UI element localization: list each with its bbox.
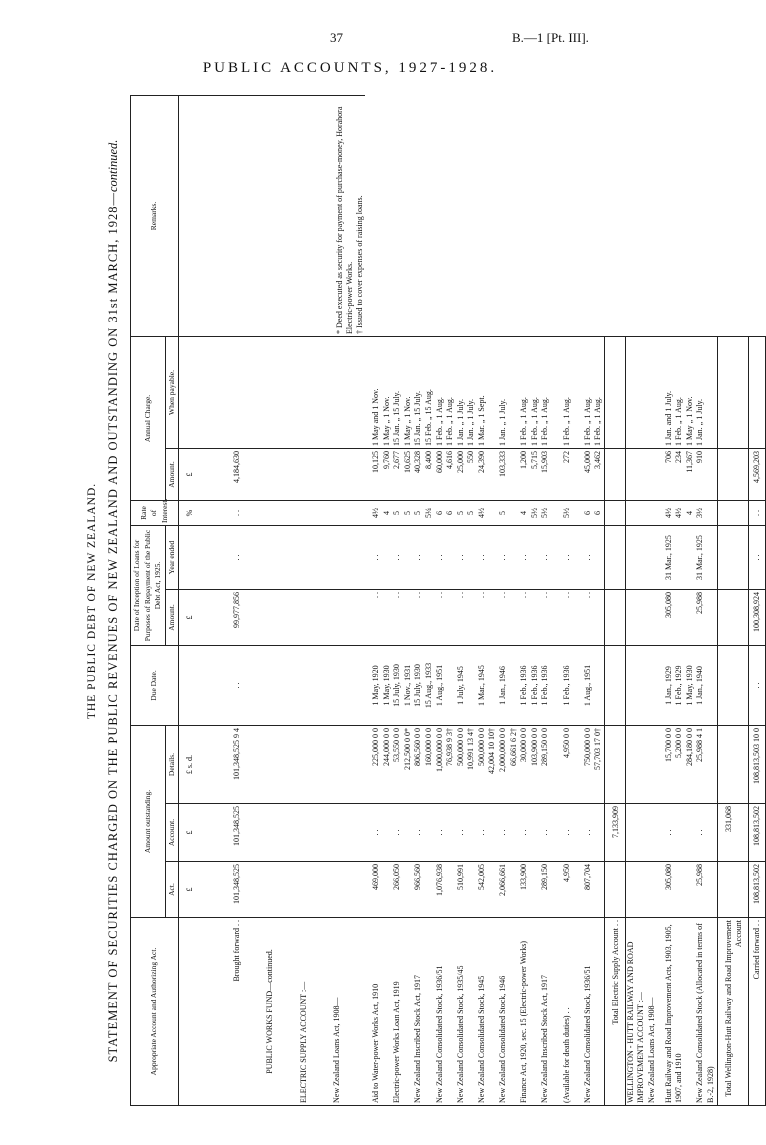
cell-line: 1 Jan. and 1 July.: [663, 390, 673, 446]
cell: . .: [695, 804, 717, 862]
cell-line: 1 Jan. „ 1 July.: [466, 398, 476, 446]
table-row: [519, 95, 540, 1105]
section-heading: WELLINGTON - HUTT RAILWAY AND ROAD IMPROVEMENT ACCOUNT :—: [625, 918, 647, 1106]
cell: 510,991: [456, 862, 477, 918]
cell-line: 4½: [674, 508, 684, 518]
cell-line: 42,004 10 10†: [487, 728, 497, 774]
table-row: [435, 95, 456, 1105]
header-inception: Date of Inception of Loans for Purposes of Repayment of the Public Debt Act, 1925.: [131, 526, 166, 646]
row-label: Hutt Railway and Road Improvement Acts, 1903, 1905, 1907, and 1910: [658, 918, 696, 1106]
table-row: [583, 95, 605, 1105]
cell-line: 6: [434, 511, 444, 515]
cell: . .: [477, 590, 498, 646]
header-annual-amount: Amount.: [165, 449, 179, 501]
cell-line: [487, 451, 498, 498]
units-row: £ £ £ s. d. £ % £ * Deed executed as security for payment of purchase-money, Horahora Electric-power Works. † Issued to cover expenses of raising loans.: [179, 95, 233, 1105]
cell-line: 103,900 0 0: [529, 728, 539, 766]
row-label: New Zealand Consolidated Stock, 1935/45: [456, 918, 477, 1106]
cell-line: 15 July, 1930: [413, 664, 423, 707]
cell: . .: [477, 526, 498, 590]
cell-line: 15 July, 1930: [392, 664, 402, 707]
row-label: New Zealand Inscribed Stock Act, 1917: [413, 918, 434, 1106]
cell-line: 1 Feb. „ 1 Aug.: [674, 397, 684, 446]
cell-line: 1 Feb., 1929: [674, 665, 684, 706]
cell-line: 500,000 0 0: [455, 728, 465, 766]
cell: 305,080: [658, 590, 696, 646]
cell: . .: [583, 590, 605, 646]
remarks-cell: [179, 95, 366, 336]
cell-line: 212,500 0 0*: [402, 728, 412, 770]
cell-line: 10,625: [402, 451, 412, 473]
cell-line: 706: [663, 451, 673, 463]
total-row: Total Electric Supply Account . . 7,133,909: [605, 95, 626, 1105]
cell-line: 1 Mar. „ 1 Sept.: [476, 395, 486, 446]
cell-line: 750,000 0 0: [582, 728, 592, 766]
cell-line: 234: [674, 451, 684, 463]
header-remarks: Remarks.: [131, 95, 179, 336]
cell-line: 550: [466, 451, 476, 463]
header-account: Account.: [165, 804, 179, 862]
cell-line: 4: [519, 511, 529, 515]
table-row: [365, 95, 392, 1105]
cell-line: 806,560 0 0: [413, 728, 423, 766]
cell-line: 5: [498, 511, 508, 515]
header-amount-outstanding: Amount outstanding.: [131, 726, 166, 918]
cell: . .: [519, 590, 540, 646]
cell-line: 4,616: [445, 451, 455, 469]
cell: 31 Mar., 1925: [695, 526, 717, 590]
cell-line: [487, 648, 498, 723]
cell-line: 1 Feb. „ 1 Aug.: [445, 397, 455, 446]
cell-line: [487, 503, 498, 523]
cell-line: [551, 451, 562, 498]
cell: . .: [413, 526, 434, 590]
cell-line: 66,661 6 2†: [508, 728, 518, 766]
remark-note: * Deed executed as security for payment of purchase-money, Horahora Electric-power Works.: [335, 106, 354, 334]
cell-line: [509, 451, 520, 498]
cell-line: 5: [413, 511, 423, 515]
cell-line: [706, 451, 717, 498]
cell: 289,150: [540, 862, 561, 918]
securities-table: [130, 95, 766, 1106]
row-label: New Zealand Consolidated Stock, 1945: [477, 918, 498, 1106]
cell: 542,005: [477, 862, 498, 918]
row-label: New Zealand Inscribed Stock Act, 1917: [540, 918, 561, 1106]
cell-line: 11,367: [684, 451, 694, 473]
row-label: New Zealand Consolidated Stock, 1936/51: [583, 918, 605, 1106]
cell: . .: [435, 804, 456, 862]
cell-line: 1 May „ 1 Nov.: [402, 396, 412, 446]
cell: . .: [413, 804, 434, 862]
cell: . .: [456, 804, 477, 862]
cell-line: 2,000,000 0 0: [498, 728, 508, 772]
cell-line: 57,703 17 0†: [593, 728, 603, 770]
cell-line: [706, 728, 717, 801]
statement-title: THE PUBLIC DEBT OF NEW ZEALAND.: [86, 482, 98, 720]
cell-line: 1 Jan. „ 1 July.: [695, 398, 705, 446]
cell-line: [509, 503, 520, 523]
cell: . .: [413, 590, 434, 646]
cell-line: 1,200: [519, 451, 529, 469]
cell: . .: [540, 804, 561, 862]
section-subheading: New Zealand Loans Act, 1908—: [332, 918, 365, 1106]
cell: 266,050: [392, 862, 413, 918]
brought-forward-row: Brought forward . . 101,348,525 101,348,525 101,348,525 9 4 . . 99,977,856 . . . . 4,184,630: [232, 95, 265, 1105]
cell-line: 284,180 0 0: [684, 728, 694, 766]
cell-line: 25,988 4 1: [695, 728, 705, 762]
page-reference: B.—1 [Pt. III].: [512, 30, 589, 45]
cell: . .: [498, 804, 519, 862]
cell: 25,988: [695, 590, 717, 646]
header-year-ended: Year ended: [165, 526, 179, 590]
cell-line: 10,991 13 4†: [466, 728, 476, 770]
cell-line: 5½: [561, 508, 571, 518]
cell-line: [572, 451, 583, 498]
cell: . .: [365, 590, 392, 646]
cell-line: 5: [466, 511, 476, 515]
cell: . .: [365, 526, 392, 590]
cell: . .: [583, 804, 605, 862]
cell-line: 1 May, 1920: [371, 665, 380, 706]
cell-line: 5: [402, 511, 412, 515]
cell-line: 1 Feb. „ 1 Aug.: [529, 397, 539, 446]
table-row: [456, 95, 477, 1105]
row-label: (Available for death duties) . .: [562, 918, 583, 1106]
row-label: Electric-power Works Loan Act, 1919: [392, 918, 413, 1106]
cell: 966,560: [413, 862, 434, 918]
cell-line: [509, 339, 520, 446]
cell-line: 3½: [695, 508, 705, 518]
row-label: Finance Act, 1920, sec. 15 (Electric-power Works): [519, 918, 540, 1106]
cell-line: [487, 339, 498, 446]
cell-line: [509, 648, 520, 723]
cell: . .: [658, 804, 696, 862]
table-row: [498, 95, 519, 1105]
table-row: [540, 95, 561, 1105]
cell: . .: [562, 804, 583, 862]
cell-line: 1 Aug., 1951: [434, 664, 444, 707]
rotated-statement: [86, 96, 761, 1106]
cell-line: 6: [593, 511, 603, 515]
cell-line: 6: [445, 511, 455, 515]
row-label: Aid to Water-power Works Act, 1910: [365, 918, 392, 1106]
cell-line: [706, 503, 717, 523]
cell: . .: [392, 590, 413, 646]
cell-line: [706, 648, 717, 723]
cell-line: 1 May „ 1 Nov.: [381, 396, 391, 446]
cell-line: 9,760: [381, 451, 391, 469]
header-due-date: Due Date.: [131, 646, 179, 726]
cell-line: 1 Jan., 1929: [663, 666, 673, 705]
cell: 305,080: [658, 862, 696, 918]
cell: . .: [583, 526, 605, 590]
cell-line: 272: [561, 451, 571, 463]
header-annual-charge: Annual Charge.: [131, 336, 166, 500]
cell-line: 1 Jan. „ 1 July.: [455, 398, 465, 446]
cell-line: 1 Feb., 1936: [540, 665, 550, 706]
cell-line: 53,550 0 0: [392, 728, 402, 762]
cell: . .: [540, 526, 561, 590]
cell: 133,900: [519, 862, 540, 918]
cell: 807,704: [583, 862, 605, 918]
cell-line: 1 May „ 1 Nov.: [684, 396, 694, 446]
cell-line: 5,715: [529, 451, 539, 469]
header-inc-amount: Amount.: [165, 590, 179, 646]
header-details: Details.: [165, 726, 179, 804]
cell-line: 5½: [529, 508, 539, 518]
cell-line: 15 Jan. „ 15 July.: [392, 390, 402, 446]
cell-line: 15 Feb. „ 15 Aug.: [423, 389, 433, 446]
cell-line: 1 Aug., 1951: [582, 664, 592, 707]
cell-line: 5,200 0 0: [674, 728, 684, 758]
carried-forward-row: Carried forward . . 108,813,502 108,813,502 108,813,503 10 0 . . 100,308,924 . . . . 4,569,203: [748, 95, 766, 1105]
cell-line: 1 May and 1 Nov.: [371, 388, 380, 446]
cell: 1,076,938: [435, 862, 456, 918]
cell: . .: [562, 590, 583, 646]
cell-line: 4: [381, 511, 391, 515]
row-label: New Zealand Consolidated Stock, 1936/51: [435, 918, 456, 1106]
cell-line: 25,000: [455, 451, 465, 473]
cell: . .: [392, 804, 413, 862]
cell-line: 4: [684, 511, 694, 515]
cell-line: 1 Jan. „ 1 July.: [498, 398, 508, 446]
header-act: Act.: [165, 862, 179, 918]
cell-line: 1 Nov., 1931: [402, 664, 412, 707]
cell-line: 45,000: [582, 451, 592, 473]
cell: . .: [519, 804, 540, 862]
cell: 2,066,661: [498, 862, 519, 918]
table-row: [392, 95, 413, 1105]
cell-line: 6: [582, 511, 592, 515]
cell-line: 910: [695, 451, 705, 463]
cell: . .: [477, 804, 498, 862]
cell-line: 1 Feb., 1936: [529, 665, 539, 706]
table-row: [477, 95, 498, 1105]
cell-line: [551, 728, 562, 801]
cell-line: [551, 648, 562, 723]
cell: . .: [365, 804, 392, 862]
cell-line: [572, 728, 583, 801]
page-title: PUBLIC ACCOUNTS, 1927-1928.: [202, 60, 498, 76]
total-row: Total Wellington-Hutt Railway and Road Improvement Account 331,068: [717, 95, 748, 1105]
cell: 469,000: [365, 862, 392, 918]
statement-subtitle: STATEMENT OF SECURITIES CHARGED ON THE PUBLIC REVENUES OF NEW ZEALAND AND OUTSTANDING ON 31st MARCH, 1928—continued.: [106, 139, 120, 1063]
cell: 31 Mar., 1925: [658, 526, 696, 590]
cell-line: 5¼: [423, 508, 433, 518]
cell-line: 5½: [540, 508, 550, 518]
cell-line: 1 Jan., 1946: [498, 666, 508, 705]
remark-note: † Issued to cover expenses of raising loans.: [355, 195, 364, 334]
cell-line: 8,400: [423, 451, 433, 469]
cell: . .: [562, 526, 583, 590]
cell-line: [572, 503, 583, 523]
cell-line: 244,000 0 0: [381, 728, 391, 766]
cell: 25,988: [695, 862, 717, 918]
section-subheading: New Zealand Loans Act, 1908—: [647, 918, 658, 1106]
cell-line: 2,677: [392, 451, 402, 469]
cell: . .: [456, 526, 477, 590]
cell-line: 1,000,000 0 0: [434, 728, 444, 772]
header-when-payable: When payable.: [165, 336, 179, 448]
cell: . .: [498, 590, 519, 646]
cell-line: 15 Aug., 1933: [423, 662, 433, 709]
table-row: [695, 95, 717, 1105]
cell-line: 289,150 0 0: [540, 728, 550, 766]
cell: . .: [392, 526, 413, 590]
cell-line: 1 Feb. „ 1 Aug.: [434, 397, 444, 446]
cell-line: 3,462: [593, 451, 603, 469]
cell: 4,950: [562, 862, 583, 918]
fund-title: PUBLIC WORKS FUND—continued.: [265, 918, 298, 1106]
cell-line: 1 Feb., 1936: [561, 665, 571, 706]
cell: . .: [540, 590, 561, 646]
cell-line: 1 May, 1930: [381, 665, 391, 706]
cell-line: 1 Feb. „ 1 Aug.: [540, 397, 550, 446]
cell-line: 30,000 0 0: [519, 728, 529, 762]
header-appropriate: Appropriate Account and Authorizing Act.: [131, 918, 179, 1106]
cell-line: [445, 648, 456, 723]
table-row: [562, 95, 583, 1105]
cell-line: 15,903: [540, 451, 550, 473]
cell-line: [572, 648, 583, 723]
cell-line: 1 Jan., 1940: [695, 666, 705, 705]
cell: . .: [456, 590, 477, 646]
cell-line: 1 May, 1930: [684, 665, 694, 706]
cell-line: 1 Feb., 1936: [519, 665, 529, 706]
cell-line: 1 Feb. „ 1 Aug.: [519, 397, 529, 446]
cell-line: [551, 339, 562, 446]
cell-line: 24,390: [476, 451, 486, 473]
cell-line: 500,000 0 0: [476, 728, 486, 766]
cell-line: [593, 648, 604, 723]
cell-line: 160,000 0 0: [423, 728, 433, 766]
cell-line: 4½: [476, 508, 486, 518]
cell-line: 5: [455, 511, 465, 515]
cell-line: [551, 503, 562, 523]
cell-line: 4,950 0 0: [561, 728, 571, 758]
cell-line: 5: [392, 511, 402, 515]
cell-line: 4½: [663, 508, 673, 518]
cell: . .: [435, 590, 456, 646]
header-rate: Rate of Interest.: [131, 501, 179, 526]
cell-line: 4½: [371, 508, 380, 518]
cell: . .: [435, 526, 456, 590]
table-row: [658, 95, 696, 1105]
cell-line: 60,000: [434, 451, 444, 473]
cell-line: [706, 339, 717, 446]
cell-line: 103,333: [498, 451, 508, 477]
section-heading: ELECTRIC SUPPLY ACCOUNT :—: [299, 918, 332, 1106]
cell: . .: [498, 526, 519, 590]
cell-line: 1 Mar., 1945: [476, 665, 486, 706]
cell-line: [572, 339, 583, 446]
cell-line: 1 July, 1945: [455, 666, 465, 705]
row-label: New Zealand Consolidated Stock, 1946: [498, 918, 519, 1106]
cell-line: [466, 648, 477, 723]
cell-line: 15 Jan. „ 15 July.: [413, 390, 423, 446]
cell-line: 10,125: [371, 451, 380, 473]
cell-line: 225,000 0 0: [371, 728, 380, 766]
cell-line: 76,938 9 3†: [445, 728, 455, 766]
row-label: New Zealand Consolidated Stock (Allocated in terms of B.-2, 1928): [695, 918, 717, 1106]
cell-line: 1 Feb. „ 1 Aug.: [593, 397, 603, 446]
cell-line: 15,700 0 0: [663, 728, 673, 762]
cell-line: 40,328: [413, 451, 423, 473]
cell-line: 1 Feb. „ 1 Aug.: [582, 397, 592, 446]
table-row: [413, 95, 434, 1105]
cell: . .: [519, 526, 540, 590]
page-number: 37: [330, 30, 343, 45]
cell-line: 1 Feb. „ 1 Aug.: [561, 397, 571, 446]
